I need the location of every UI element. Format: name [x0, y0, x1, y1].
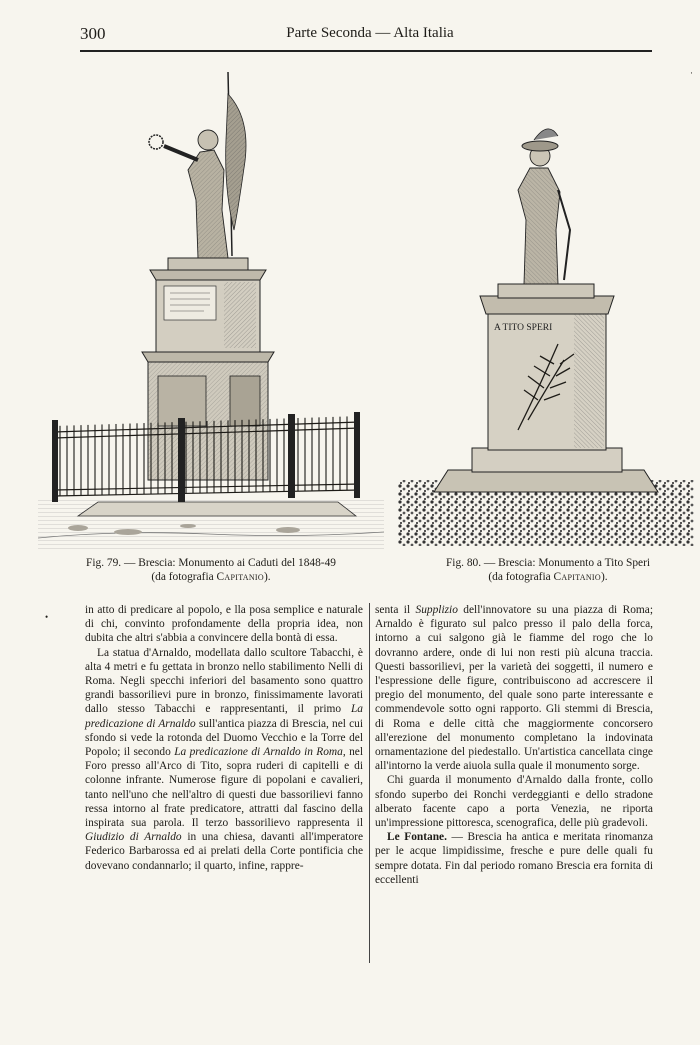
caption-80-credit: Capitanio	[553, 571, 601, 583]
caption-79-line2	[48, 570, 374, 584]
caption-79-credit: Capitanio	[216, 571, 264, 583]
paragraph	[375, 830, 653, 887]
paragraph: Chi guarda il monumento d'Arnaldo dalla fronte, collo sfondo superbo dei Ronchi verdeggianti e dello stradone alberato facente capo a porta Venezia, ne riporta un'impressione pittoresca, scenografica, delle più gradevoli.	[375, 774, 653, 830]
text-run: La statua d'Arnaldo, modellata dallo scultore Tabacchi, è alta 4 metri e fu gettata in bronzo nello stabilimento Nelli di Roma. Negli specchi inferiori del basamento sono quattro grandi bassorilievi pure in bronzo, finissimamente lavorati dallo stesso Tabacchi e rappresentanti, il primo	[85, 646, 363, 716]
text-run: dell'innovatore su una piazza di Roma; Arnaldo è figurato sul palco presso il palo della forca, intorno a cui salgono già le fiamme del rogo che lo dovranno ardere, onde di lui non resti più alcuna traccia. Questi bassorilievi, per la varietà dei soggetti, il numero e l'espressione delle figure, contribuiscono ad accrescere il pregio del monumento, del quale sono parte interessante e commendevole sotto ogni rapporto. Gli stemmi di Brescia, di Roma e delle città che maggiormente concorsero all'erezione del monumento completano la indovinata ornamentazione del piedestallo. Un'artistica cancellata cinge all'intorno la verde aiuola sulla quale il monumento sorge.	[375, 604, 653, 773]
text-run: , nel Foro presso all'Arco di Tito, sopra ruderi di capitelli e di colonne infrante. Numerose figure di popolani e cavalieri, tanto nell'uno che nell'altro di questi due bassorilievi fanno ressa intorno al frate predicatore, attratti dal fascino della inspirata sua parola. Il terzo bassorilievo rappresenta il	[85, 746, 363, 830]
text-run: sull'antica piazza di Brescia, nel cui sfondo si vede la rotonda del Duomo Vecchio e la Torre del Popolo; il secondo	[85, 717, 363, 759]
paragraph	[85, 646, 363, 873]
running-title: Parte Seconda — Alta Italia	[286, 25, 454, 41]
pedestal-inscription: A TITO SPERI	[494, 323, 553, 333]
caption-79-prefix: (da fotografia	[151, 571, 217, 583]
caption-79-line1: Fig. 79. — Brescia: Monumento ai Caduti del 1848-49	[86, 557, 336, 569]
body-column-left	[85, 603, 363, 873]
figure-80-engraving	[398, 100, 694, 546]
italic-title: Supplizio	[415, 604, 458, 616]
caption-80-line1: Fig. 80. — Brescia: Monumento a Tito Speri	[445, 557, 651, 569]
italic-title: La predicazione di Arnaldo	[85, 703, 363, 730]
caption-80-suffix: ).	[600, 571, 608, 583]
figure-79-engraving	[38, 60, 384, 550]
body-column-right	[375, 603, 653, 887]
text-run: — Brescia ha antica e meritata rinomanza per le acque limpidissime, fresche e pure delle quali fu sempre dotata. Fin dal periodo romano Brescia era fornita di eccellenti	[375, 831, 653, 886]
header-rule	[80, 50, 652, 52]
caption-79-suffix: ).	[263, 571, 271, 583]
margin-bullet: •	[45, 612, 49, 622]
margin-mark: ·	[690, 68, 693, 78]
italic-title: Giudizio di Arnaldo	[85, 831, 182, 844]
paragraph	[375, 603, 653, 773]
column-divider	[369, 603, 370, 963]
italic-title: La predicazione di Arnaldo in Roma	[174, 746, 343, 759]
figure-80-caption	[400, 556, 696, 584]
paragraph: in atto di predicare al popolo, e lla posa semplice e naturale di chi, convinto profondamente della propria idea, non dubita che altri s'abbia a convincere della bontà di essa.	[85, 604, 363, 645]
text-run: in una chiesa, davanti all'imperatore Federico Barbarossa ed ai prelati della Corte pontificia che dovevano condannarlo; il quarto, infine, rappre-	[85, 831, 363, 872]
caption-80-prefix: (da fotografia	[488, 571, 554, 583]
text-run: senta il	[375, 604, 416, 616]
monument-caduti-illustration	[38, 60, 384, 550]
section-heading: Le Fontane.	[387, 831, 447, 844]
caption-80-line2	[400, 570, 696, 584]
monumento-tito-speri-illustration	[398, 100, 694, 546]
figure-79-caption	[48, 556, 374, 584]
page-number: 300	[80, 24, 106, 43]
